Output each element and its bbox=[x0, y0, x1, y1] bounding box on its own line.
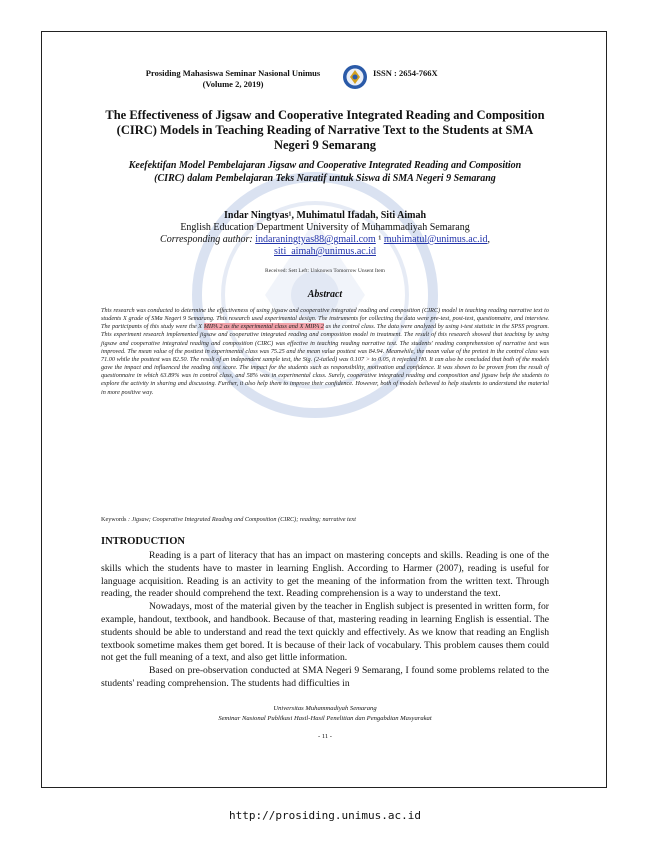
introduction-body bbox=[101, 550, 549, 691]
introduction-heading: INTRODUCTION bbox=[101, 536, 186, 547]
email-link-3[interactable]: siti_aimah@unimus.ac.id bbox=[274, 246, 376, 257]
email-separator: ¹ bbox=[378, 234, 382, 245]
abstract-text-2: as the control class. The data were analyzed by using t-test statistic in the SPSS program. This experiment research implemented jigsaw and cooperative integrated reading and composition model in treatment. The result of this research showed that teaching by using jigsaw and cooperative integrated reading and composition (CIRC) was effective in teaching reading narrative text. The students' reading comprehension of narrative text was improved. The mean value of the posttest in experimental class was 75.25 and the mean value posttest was 84.94. Meanwhile, the mean value of the pretest in the control class was 71.00 while the posttest was 82.50. The result of an independent sample test, the Sig. (2-tailed) was 0.107 > to 0.05, it rejected H0. It can also be concluded that both of the models gave the impact and influenced the reading test score. The impact for the students such as responsibility, motivation and confidence. It was shown to be proven from the result of questionnaire in which 63.89% was in control class, and 58% was in experimental class. Surely, cooperative integrated reading and composition and jigsaw help the students to explore the activity in sharing and discussing. Further, it also help them to improve their confidence. However, both of models believed to help students to understand the material in more positive way. bbox=[101, 323, 550, 396]
abstract-highlight: MIPA 2 as the experimental class and X MIPA 2 bbox=[203, 323, 324, 331]
journal-volume: (Volume 2, 2019) bbox=[202, 79, 264, 89]
proceedings-url[interactable]: http://prosiding.unimus.ac.id bbox=[228, 809, 422, 822]
paper-title: The Effectiveness of Jigsaw and Cooperative Integrated Reading and Composition (CIRC) Models in Teaching Reading of Narrative Text to the Students at SMA Negeri 9 Semarang bbox=[105, 108, 545, 152]
introduction-paragraph-2: Nowadays, most of the material given by the teacher in English subject is presented in written form, for example, handout, textbook, and handbook. Because of that, mastering reading in learning English is essential. The students should be able to understand and read the text quickly and effectively. As we know that reading an English textbook sometime makes them get bored. It is because of their lack of vocabulary. This problem causes them could not get the full meaning of a text, and also get little information. bbox=[101, 601, 549, 664]
introduction-paragraph-3: Based on pre-observation conducted at SMA Negeri 9 Semarang, I found some problems related to the students' reading comprehension. The students had difficulties in bbox=[101, 665, 549, 689]
footer-seminar: Seminar Nasional Publikasi Hasil-Hasil Penelitian dan Pengabdian Masyarakat bbox=[218, 715, 432, 722]
abstract-body bbox=[101, 307, 549, 397]
abstract-heading: Abstract bbox=[307, 289, 343, 300]
journal-header bbox=[133, 68, 333, 90]
issn: ISSN : 2654-766X bbox=[373, 68, 438, 78]
abstract-text-1: This research was conducted to determine the effectiveness of using jigsaw and cooperative integrated reading and composition (CIRC) model in teaching reading narrative text to students X grade of SMa Negeri 9 Semarang. This research used experimental design. The instruments for collecting the data were pre-test, post-test, questionnaire, and interview. The participants of this study were the X bbox=[101, 307, 549, 331]
footer-university: Universitas Muhammadiyah Semarang bbox=[273, 705, 377, 712]
keywords bbox=[101, 516, 549, 523]
email-link-2[interactable]: muhimatul@unimus.ac.id bbox=[383, 234, 488, 245]
corresponding-author: Corresponding author: indaraningtyas88@gmail.com ¹ muhimatul@unimus.ac.id, siti_aimah@unimus.ac.id bbox=[160, 234, 490, 257]
keywords-label: Keywords bbox=[101, 516, 127, 523]
corresponding-label: Corresponding author: bbox=[160, 234, 253, 245]
authors: Indar Ningtyas¹, Muhimatul Ifadah, Siti Aimah bbox=[223, 210, 427, 221]
journal-name: Prosiding Mahasiswa Seminar Nasional Unimus bbox=[145, 68, 321, 78]
page-number: - 11 - bbox=[317, 733, 333, 740]
affiliation: English Education Department University of Muhammadiyah Semarang bbox=[180, 222, 470, 233]
introduction-paragraph-1: Reading is a part of literacy that has an impact on mastering concepts and skills. Reading is one of the skills which the students have to master in learning English. According to Harmer (2007), reading is useful for language acquisition. Reading is an activity to get the meaning of the information from the written text. Through reading, the reader should comprehend the text. Reading comprehension is a way to understand the text. bbox=[101, 550, 549, 600]
submission-dates: Received: Sett Left: Unknown Tomorrow Unsent Item bbox=[265, 268, 385, 274]
running-header bbox=[41, 64, 607, 100]
unimus-logo-icon bbox=[342, 64, 368, 90]
email-link-1[interactable]: indaraningtyas88@gmail.com bbox=[255, 234, 376, 245]
paper-subtitle: Keefektifan Model Pembelajaran Jigsaw and Cooperative Integrated Reading and Composition (CIRC) dalam Pembelajaran Teks Naratif untuk Siswa di SMA Negeri 9 Semarang bbox=[128, 160, 522, 184]
keywords-text: : Jigsaw; Cooperative Integrated Reading and Composition (CIRC); reading; narrative text bbox=[127, 516, 356, 523]
